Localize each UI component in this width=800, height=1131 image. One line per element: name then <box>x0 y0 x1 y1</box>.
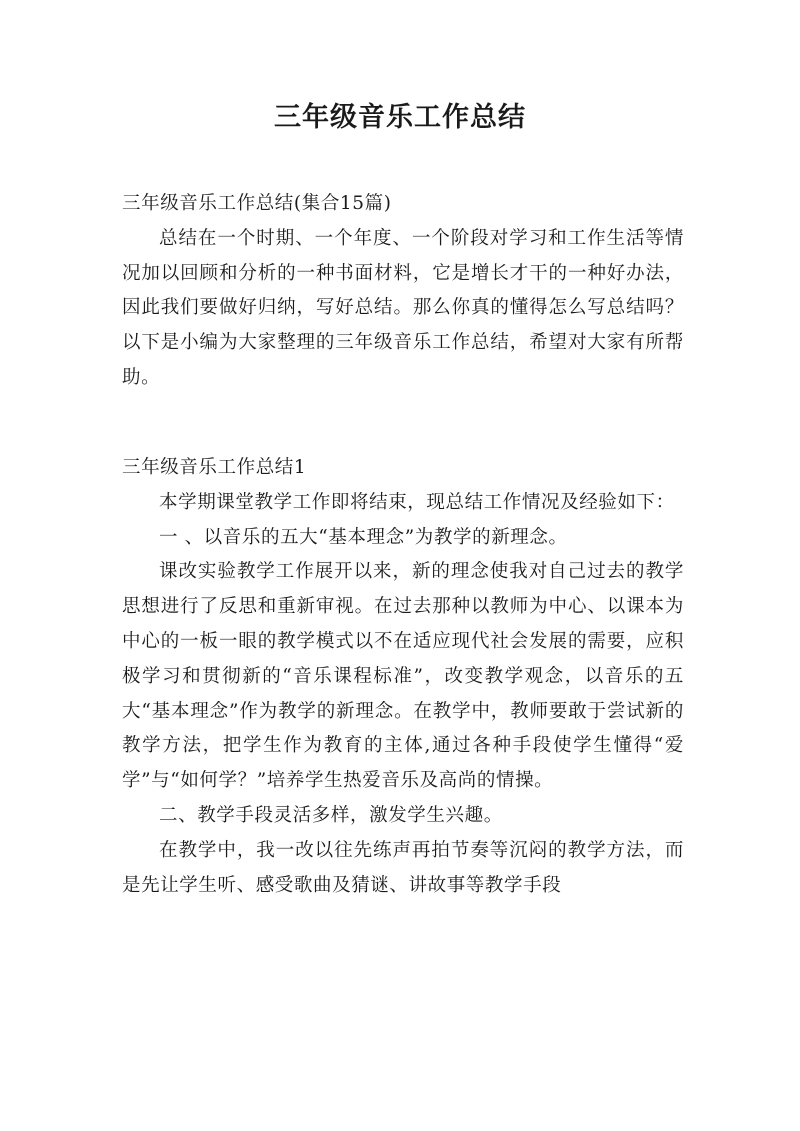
intro-heading: 三年级音乐工作总结(集合15篇) <box>122 193 392 214</box>
section-1-paragraph-2: 一 、以音乐的五大“基本理念”为教学的新理念。 <box>159 526 568 548</box>
section-1-paragraph-3: 课改实验教学工作展开以来，新的理念使我对自己过去的教学思想进行了反思和重新审视。在过去那种以教师为中心、以课本为中心的一板一眼的教学模式以不在适应现代社会发展的需要，应积极学习和贯彻新的“音乐课程标准”，改变教学观念，以音乐的五大“基本理念”作为教学的新理念。在教学中，教师要敢于尝试新的教学方法，把学生作为教育的主体,通过各种手段使学生懂得“爱学”与“如何学？”培养学生热爱音乐及高尚的情操。 <box>122 561 684 792</box>
document-title: 三年级音乐工作总结 <box>274 102 526 133</box>
section-1 <box>122 451 684 903</box>
section-1-paragraph-5: 在教学中，我一改以往先练声再拍节奏等沉闷的教学方法，而是先让学生听、感受歌曲及猜谜、讲故事等教学手段 <box>122 839 684 896</box>
section-1-heading: 三年级音乐工作总结1 <box>122 457 307 478</box>
intro-block <box>122 187 684 396</box>
intro-paragraph: 总结在一个时期、一个年度、一个阶段对学习和工作生活等情况加以回顾和分析的一种书面材料，它是增长才干的一种好办法，因此我们要做好归纳，写好总结。那么你真的懂得怎么写总结吗？以下是小编为大家整理的三年级音乐工作总结，希望对大家有所帮助。 <box>122 227 684 388</box>
section-1-paragraph-4: 二、教学手段灵活多样，激发学生兴趣。 <box>159 804 503 826</box>
section-1-paragraph-1: 本学期课堂教学工作即将结束，现总结工作情况及经验如下： <box>159 491 675 513</box>
